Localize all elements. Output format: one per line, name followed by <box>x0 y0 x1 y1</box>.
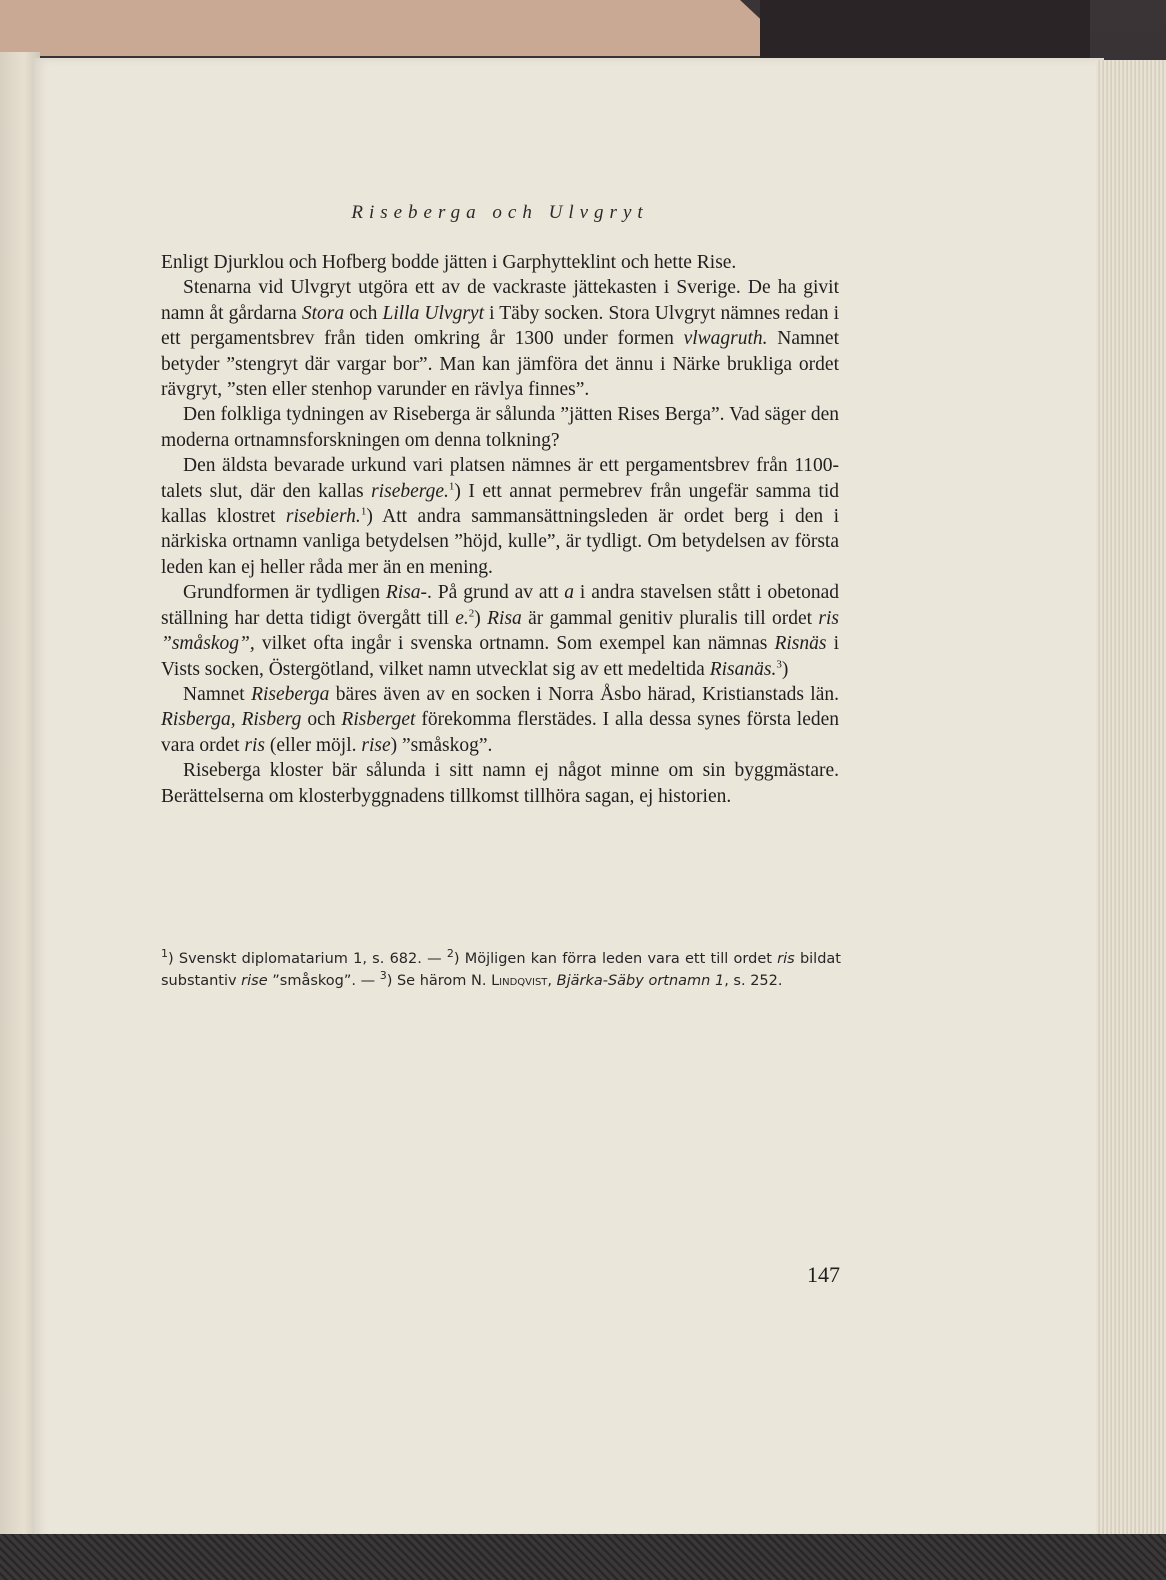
text-segment: är gammal genitiv pluralis till ordet <box>521 607 819 629</box>
text-segment: i andra stavelsen stått i obetonad ställning har detta tidigt övergått till <box>161 582 839 629</box>
footnote-ref: 3 <box>776 658 782 670</box>
italic-text: vlwagruth. <box>683 328 768 350</box>
page-number: 147 <box>807 1262 840 1287</box>
paragraph <box>161 275 839 402</box>
text-segment: ) Att andra sammansättningsleden är ordet berg i den i närkiska ortnamn vanliga betydelsen ”höjd, kulle”, är tydligt. Om betydelsen av första leden kan ej heller råda mer än en mening. <box>161 506 839 578</box>
text-segment: Den folkliga tydningen av Riseberga är sålunda ”jätten Rises Berga”. Vad säger den moderna ortnamnsforskningen om denna tolkning? <box>161 404 839 451</box>
text-segment: i Vists socken, Östergötland, vilket namn utvecklat sig av ett medeltida <box>161 633 839 680</box>
italic-text: Risberga, Risberg <box>161 709 302 731</box>
text-segment: , s. 252. <box>724 973 783 989</box>
text-segment: , <box>547 973 557 989</box>
text-segment: och <box>301 709 342 731</box>
body-text <box>161 250 839 809</box>
text-segment: Den äldsta bevarade urkund vari platsen nämnes är ett pergamentsbrev från 1100-talets slut, där den kallas <box>161 455 839 502</box>
text-segment: förekomma flerstädes. I alla dessa synes första leden vara ordet <box>161 709 840 756</box>
italic-text: rise <box>241 973 268 989</box>
text-segment: ) <box>781 658 789 680</box>
text-segment: Riseberga kloster bär sålunda i sitt namn ej något minne om sin byggmästare. Berättelserna om klosterbyggnadens tillkomst tillhöra sagan, ej historien. <box>161 760 839 807</box>
italic-text: ris <box>244 734 265 756</box>
paragraph <box>161 402 839 453</box>
text-segment: Stenarna vid Ulvgryt utgöra ett av de vackraste jättekasten i Sverige. De ha givit namn åt gårdarna <box>161 277 839 324</box>
paragraph <box>161 758 839 809</box>
page-stack-edge <box>1096 60 1166 1540</box>
italic-text: risebierh. <box>285 506 361 528</box>
text-segment: ”småskog”. — <box>267 973 380 989</box>
italic-text: ris <box>777 951 795 967</box>
text-segment: . På grund av att <box>427 582 565 604</box>
footnote-ref: 1 <box>360 505 367 518</box>
text-segment: ) I ett annat permebrev från ungefär samma tid kallas klostret <box>161 480 839 528</box>
text-segment: bildat substantiv <box>161 951 841 989</box>
footnote-ref: 2 <box>446 947 454 961</box>
text-segment: ) ”småskog”. <box>390 734 493 756</box>
footnotes <box>161 948 841 992</box>
paragraph <box>161 453 839 580</box>
text-segment: Namnet betyder ”stengryt där vargar bor”. Man kan jämföra det ännu i Närke brukliga ordet rävgryt, ”sten eller stenhop varunder en rävlya finnes”. <box>161 328 839 401</box>
text-segment: ) Möjligen kan förra leden vara ett till ordet <box>453 951 778 967</box>
footnote-ref: 1 <box>161 947 168 961</box>
bookmark-flap <box>0 0 800 60</box>
footnote-ref: 1 <box>448 480 455 493</box>
table-surface <box>0 1534 1166 1580</box>
text-segment: ) Svenskt diplomatarium 1, s. 682. — <box>168 951 447 967</box>
running-head: Riseberga och Ulvgryt <box>351 202 649 223</box>
text-segment: vilket ofta ingår i svenska ortnamn. Som exempel kan nämnas <box>254 633 775 655</box>
paragraph <box>161 580 839 682</box>
italic-text: a <box>564 582 575 604</box>
text-segment: ) <box>474 607 488 629</box>
book-cover <box>760 0 1090 62</box>
text-segment: Grundformen är tydligen <box>183 582 386 604</box>
italic-text: rise <box>361 734 391 756</box>
italic-text: Stora <box>301 302 345 324</box>
text-segment: Enligt Djurklou och Hofberg bodde jätten i Garphytteklint och hette Rise. <box>161 252 737 273</box>
italic-text: Risnäs <box>774 633 827 655</box>
italic-text: Bjärka-Säby ortnamn 1 <box>556 973 725 989</box>
italic-text: Lilla Ulvgryt <box>382 302 484 324</box>
text-segment: i Täby socken. Stora Ulvgryt nämnes redan i ett pergamentsbrev från tiden omkring år 1300 under formen <box>161 302 839 350</box>
text-segment: bäres även av en socken i Norra Åsbo härad, Kristianstads län. <box>329 683 839 705</box>
italic-text: Risberget <box>341 709 416 731</box>
paragraph <box>161 682 839 758</box>
text-segment: (eller möjl. <box>264 734 362 756</box>
paragraph <box>161 250 839 275</box>
italic-text: riseberge. <box>371 480 449 502</box>
text-segment: och <box>344 302 383 324</box>
italic-text: e. <box>455 607 469 629</box>
small-caps-text: Lindqvist <box>491 973 548 989</box>
italic-text: Risanäs. <box>709 658 777 680</box>
footnote-ref: 2 <box>468 607 475 620</box>
italic-text: Riseberga <box>251 683 330 705</box>
text-segment: ) Se härom N. <box>386 973 492 989</box>
text-segment: Namnet <box>183 683 252 705</box>
italic-text: Risa- <box>385 582 428 604</box>
footnote-ref: 3 <box>379 969 387 983</box>
italic-text: Risa <box>487 607 522 629</box>
italic-text: ris ”småskog”, <box>161 607 839 655</box>
